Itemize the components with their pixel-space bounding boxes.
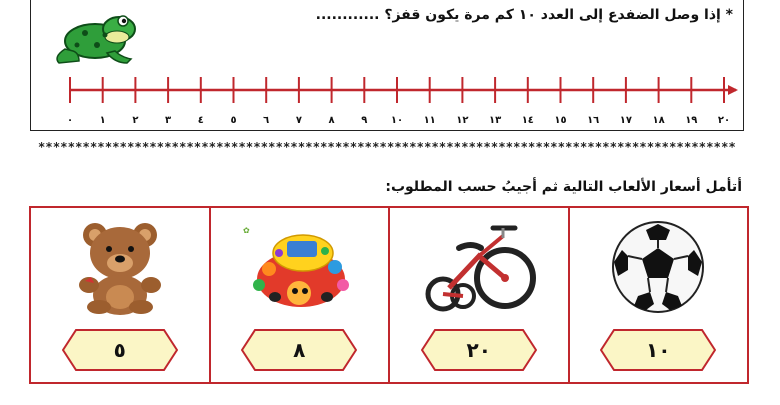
toy-prices-grid [29,206,749,384]
separator-stars: ********************************************************************************************** [38,140,736,154]
number-line [31,0,745,132]
price-value: ٨ [293,338,306,362]
toy-phone-icon [239,219,359,315]
toy-card-phone [211,208,391,382]
tick-label: ١٨ [652,115,665,126]
tricycle-icon [419,218,539,316]
tick-label: ١٠ [390,115,404,126]
tick-label: ٢٠ [717,115,731,126]
price-tag [600,329,716,371]
tick-label: ٦ [263,115,270,126]
toys-instruction: أتأمل أسعار الألعاب التالية ثم أجيبُ حسب المطلوب: [385,179,742,195]
toy-card-tricycle [390,208,570,382]
arrow-head-icon [728,85,738,95]
tick-label: ١٢ [456,115,469,126]
price-tag [421,329,537,371]
price-tag [62,329,178,371]
teddy-bear-icon [65,219,175,315]
tick-label: ١٤ [521,115,534,126]
toy-card-teddy [31,208,211,382]
soccer-ball-icon [608,218,708,316]
number-line-panel [30,0,744,131]
tick-label: ١٦ [587,115,600,126]
price-value: ٥ [113,338,126,362]
tick-label: ١٥ [554,115,567,126]
tick-label: ٤ [197,115,204,126]
tick-label: ٧ [295,115,302,126]
tick-label: ٢ [132,115,139,126]
tick-label: ٣ [165,115,172,126]
tick-label: ١٣ [488,115,502,126]
tick-label: ١٧ [619,115,633,126]
price-value: ١٠ [646,338,671,362]
price-value: ٢٠ [466,338,491,362]
tick-label: ٨ [328,115,335,126]
tick-label: ٥ [230,115,237,126]
price-tag [241,329,357,371]
svg-text:✿: ✿ [243,226,250,235]
tick-label: ٩ [361,115,368,126]
toy-card-ball [570,208,748,382]
tick-label: ١٩ [685,115,698,126]
tick-label: ١١ [423,115,436,126]
frog-question: * إذا وصل الضفدع إلى العدد ١٠ كم مرة يكون قفز؟ ............ [315,7,733,23]
tick-label: ٠ [66,115,74,126]
tick-label: ١ [99,115,106,126]
